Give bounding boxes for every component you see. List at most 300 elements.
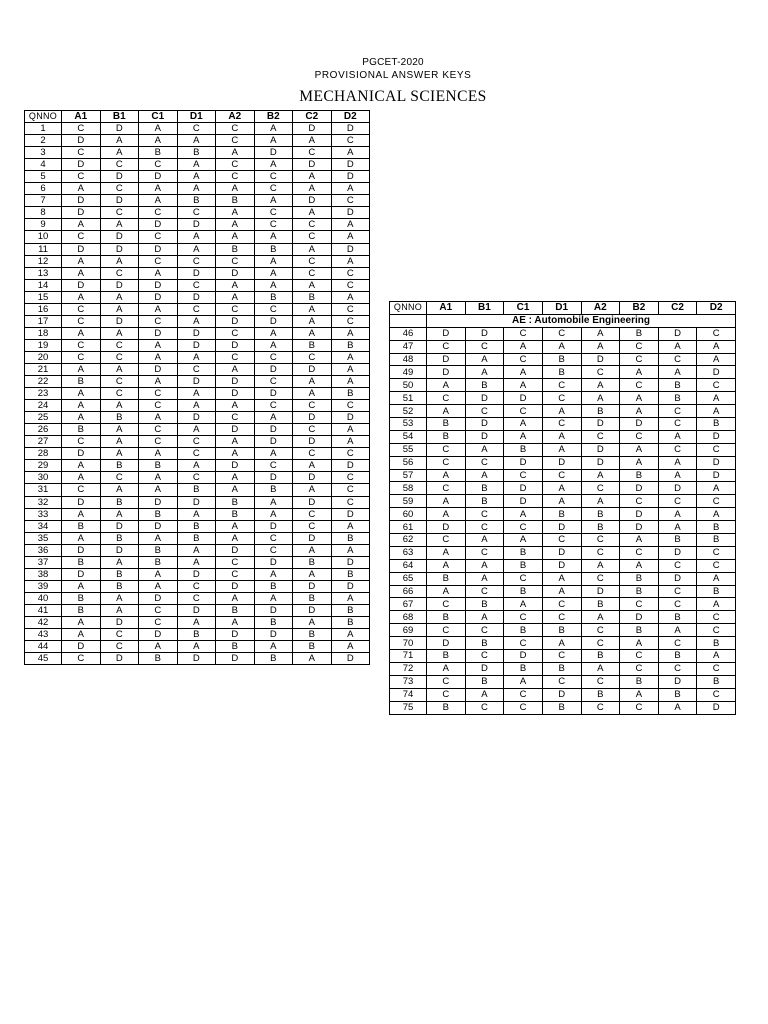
answer-cell: D (100, 279, 139, 291)
answer-cell: D (216, 653, 255, 665)
table-row (25, 219, 370, 231)
answer-cell: C (658, 662, 697, 675)
answer-cell: C (427, 482, 466, 495)
answer-cell: C (620, 598, 659, 611)
answer-cell: A (177, 544, 216, 556)
question-number: 74 (390, 688, 427, 701)
question-number: 68 (390, 611, 427, 624)
answer-cell: A (62, 219, 101, 231)
answer-cell: D (331, 412, 370, 424)
question-number: 26 (25, 424, 62, 436)
answer-cell: A (216, 231, 255, 243)
answer-cell: C (331, 400, 370, 412)
answer-cell: A (465, 443, 504, 456)
answer-cell: D (620, 482, 659, 495)
answer-cell: A (254, 159, 293, 171)
table-row (25, 388, 370, 400)
answer-cell: B (331, 339, 370, 351)
answer-cell: C (139, 255, 178, 267)
answer-cell: A (697, 340, 736, 353)
answer-cell: B (542, 366, 581, 379)
answer-cell: B (254, 616, 293, 628)
question-number: 48 (390, 353, 427, 366)
answer-cell: C (427, 598, 466, 611)
answer-cell: D (177, 412, 216, 424)
answer-cell: A (293, 376, 332, 388)
answer-cell: A (254, 412, 293, 424)
question-number: 31 (25, 484, 62, 496)
answer-cell: B (581, 598, 620, 611)
answer-cell: C (504, 327, 543, 340)
answer-cell: A (139, 351, 178, 363)
question-number: 63 (390, 546, 427, 559)
table-row (25, 472, 370, 484)
answer-cell: C (177, 580, 216, 592)
answer-cell: B (542, 353, 581, 366)
answer-cell: D (542, 456, 581, 469)
answer-cell: C (620, 650, 659, 663)
answer-cell: C (465, 405, 504, 418)
answer-cell: D (293, 123, 332, 135)
answer-cell: A (658, 624, 697, 637)
answer-cell: B (427, 572, 466, 585)
answer-cell: C (139, 604, 178, 616)
column-header: C2 (293, 111, 332, 123)
answer-cell: C (427, 456, 466, 469)
answer-cell: A (177, 243, 216, 255)
answer-cell: B (177, 520, 216, 532)
question-number: 18 (25, 327, 62, 339)
answer-cell: C (293, 520, 332, 532)
answer-cell: B (542, 624, 581, 637)
answer-cell: D (139, 520, 178, 532)
answer-cell: C (542, 469, 581, 482)
table-row (25, 303, 370, 315)
answer-cell: A (697, 392, 736, 405)
answer-cell: A (658, 701, 697, 714)
answer-cell: B (542, 662, 581, 675)
answer-cell: B (293, 556, 332, 568)
answer-cell: C (427, 443, 466, 456)
answer-cell: B (658, 688, 697, 701)
question-number: 42 (25, 616, 62, 628)
answer-cell: C (331, 303, 370, 315)
answer-cell: A (139, 641, 178, 653)
answer-key-table-2 (389, 301, 736, 715)
table-row (25, 448, 370, 460)
column-header: B2 (254, 111, 293, 123)
table-row (25, 171, 370, 183)
answer-cell: A (465, 469, 504, 482)
answer-cell: A (331, 592, 370, 604)
question-number: 36 (25, 544, 62, 556)
question-number: 57 (390, 469, 427, 482)
answer-cell: A (100, 400, 139, 412)
answer-cell: C (542, 534, 581, 547)
answer-cell: D (216, 388, 255, 400)
answer-cell: A (293, 616, 332, 628)
question-number: 34 (25, 520, 62, 532)
answer-cell: C (427, 534, 466, 547)
table-row (390, 585, 736, 598)
answer-cell: D (177, 496, 216, 508)
answer-cell: C (697, 559, 736, 572)
table-header-row (390, 302, 736, 315)
answer-cell: C (581, 430, 620, 443)
answer-cell: C (542, 675, 581, 688)
answer-cell: A (62, 388, 101, 400)
column-header: QNNO (25, 111, 62, 123)
answer-cell: A (254, 279, 293, 291)
table-row (25, 556, 370, 568)
answer-cell: A (542, 443, 581, 456)
answer-cell: D (331, 243, 370, 255)
answer-cell: C (465, 701, 504, 714)
answer-cell: A (658, 366, 697, 379)
answer-cell: B (620, 585, 659, 598)
table-row (25, 520, 370, 532)
answer-cell: A (254, 568, 293, 580)
answer-cell: B (427, 430, 466, 443)
answer-cell: D (62, 641, 101, 653)
answer-cell: B (504, 443, 543, 456)
answer-cell: A (216, 520, 255, 532)
answer-cell: D (620, 418, 659, 431)
question-number: 37 (25, 556, 62, 568)
answer-cell: B (254, 580, 293, 592)
answer-cell: A (62, 267, 101, 279)
answer-cell: C (658, 495, 697, 508)
answer-cell: B (100, 412, 139, 424)
answer-cell: B (620, 327, 659, 340)
answer-cell: C (177, 448, 216, 460)
answer-cell: D (62, 279, 101, 291)
answer-cell: A (465, 572, 504, 585)
answer-cell: C (504, 405, 543, 418)
answer-cell: C (100, 339, 139, 351)
question-number: 33 (25, 508, 62, 520)
answer-cell: A (293, 484, 332, 496)
answer-cell: B (427, 611, 466, 624)
table-row (25, 436, 370, 448)
answer-cell: C (697, 546, 736, 559)
answer-cell: D (293, 436, 332, 448)
answer-cell: A (62, 508, 101, 520)
answer-cell: D (293, 496, 332, 508)
answer-cell: D (331, 508, 370, 520)
answer-cell: C (177, 472, 216, 484)
answer-cell: B (216, 508, 255, 520)
question-number: 3 (25, 147, 62, 159)
answer-cell: B (504, 624, 543, 637)
answer-cell: A (216, 219, 255, 231)
answer-cell: A (139, 484, 178, 496)
answer-cell: A (697, 482, 736, 495)
answer-cell: B (293, 291, 332, 303)
answer-cell: B (658, 534, 697, 547)
answer-cell: D (331, 123, 370, 135)
answer-cell: D (331, 580, 370, 592)
answer-cell: C (293, 219, 332, 231)
answer-cell: C (139, 424, 178, 436)
question-number: 5 (25, 171, 62, 183)
answer-cell: A (177, 388, 216, 400)
answer-cell: A (254, 231, 293, 243)
answer-cell: D (139, 219, 178, 231)
answer-cell: B (465, 598, 504, 611)
answer-cell: A (62, 255, 101, 267)
answer-cell: A (62, 400, 101, 412)
answer-cell: A (658, 469, 697, 482)
answer-cell: C (293, 231, 332, 243)
table-row (25, 231, 370, 243)
answer-cell: B (62, 592, 101, 604)
column-header: QNNO (390, 302, 427, 315)
table-row (25, 604, 370, 616)
answer-cell: A (177, 460, 216, 472)
answer-cell: D (62, 448, 101, 460)
answer-cell: A (293, 303, 332, 315)
answer-cell: D (216, 424, 255, 436)
answer-cell: C (254, 376, 293, 388)
answer-cell: A (542, 430, 581, 443)
answer-cell: B (62, 556, 101, 568)
table-row (390, 572, 736, 585)
answer-cell: B (465, 675, 504, 688)
answer-cell: A (62, 460, 101, 472)
answer-cell: A (100, 363, 139, 375)
question-number: 30 (25, 472, 62, 484)
answer-cell: C (100, 388, 139, 400)
answer-cell: D (177, 376, 216, 388)
answer-cell: D (139, 279, 178, 291)
answer-cell: D (427, 637, 466, 650)
subject-row (390, 314, 736, 327)
table-row (390, 340, 736, 353)
answer-cell: A (254, 195, 293, 207)
answer-cell: A (293, 171, 332, 183)
column-header: A1 (427, 302, 466, 315)
answer-cell: A (331, 424, 370, 436)
table-row (25, 412, 370, 424)
answer-cell: D (100, 544, 139, 556)
answer-cell: C (62, 231, 101, 243)
answer-cell: C (658, 443, 697, 456)
answer-cell: A (100, 327, 139, 339)
answer-cell: A (100, 303, 139, 315)
answer-cell: C (62, 315, 101, 327)
answer-cell: A (581, 469, 620, 482)
answer-cell: C (581, 637, 620, 650)
answer-cell: A (620, 405, 659, 418)
answer-cell: D (139, 629, 178, 641)
answer-cell: A (100, 604, 139, 616)
answer-cell: B (581, 650, 620, 663)
answer-cell: C (139, 207, 178, 219)
answer-cell: B (465, 482, 504, 495)
answer-cell: D (697, 366, 736, 379)
answer-cell: C (542, 650, 581, 663)
answer-cell: B (254, 484, 293, 496)
table-row (25, 363, 370, 375)
answer-cell: C (697, 327, 736, 340)
table-row (25, 327, 370, 339)
answer-cell: C (293, 351, 332, 363)
answer-cell: A (139, 448, 178, 460)
answer-cell: C (139, 400, 178, 412)
answer-cell: C (254, 219, 293, 231)
answer-cell: B (620, 675, 659, 688)
answer-cell: A (293, 279, 332, 291)
answer-cell: A (177, 400, 216, 412)
question-number: 27 (25, 436, 62, 448)
answer-cell: C (581, 482, 620, 495)
document-subtitle: PROVISIONAL ANSWER KEYS (314, 70, 472, 81)
answer-cell: C (465, 521, 504, 534)
table-row (390, 508, 736, 521)
answer-cell: C (504, 469, 543, 482)
answer-cell: A (581, 495, 620, 508)
column-header: D2 (331, 111, 370, 123)
answer-cell: C (139, 231, 178, 243)
table-row (390, 443, 736, 456)
question-number: 61 (390, 521, 427, 534)
answer-cell: A (504, 430, 543, 443)
answer-cell: A (293, 315, 332, 327)
answer-cell: A (62, 580, 101, 592)
answer-cell: A (581, 559, 620, 572)
answer-cell: A (177, 135, 216, 147)
answer-cell: A (542, 495, 581, 508)
answer-cell: A (177, 616, 216, 628)
answer-cell: C (504, 701, 543, 714)
question-number: 39 (25, 580, 62, 592)
column-header: D2 (697, 302, 736, 315)
answer-cell: C (427, 624, 466, 637)
answer-cell: A (697, 572, 736, 585)
answer-cell: D (62, 159, 101, 171)
answer-cell: C (254, 303, 293, 315)
answer-cell: A (62, 532, 101, 544)
answer-cell: B (254, 243, 293, 255)
answer-cell: D (100, 231, 139, 243)
question-number: 64 (390, 559, 427, 572)
answer-cell: C (465, 624, 504, 637)
exam-name: PGCET-2020 (362, 57, 424, 68)
question-number: 15 (25, 291, 62, 303)
column-header: D1 (177, 111, 216, 123)
table-row (25, 544, 370, 556)
answer-cell: A (62, 327, 101, 339)
answer-cell: D (100, 315, 139, 327)
answer-cell: A (139, 532, 178, 544)
answer-cell: C (216, 303, 255, 315)
answer-cell: A (465, 559, 504, 572)
answer-cell: D (293, 580, 332, 592)
question-number: 21 (25, 363, 62, 375)
answer-cell: D (620, 611, 659, 624)
answer-cell: D (139, 243, 178, 255)
question-number: 73 (390, 675, 427, 688)
answer-cell: A (542, 585, 581, 598)
answer-cell: B (504, 662, 543, 675)
answer-cell: D (331, 653, 370, 665)
question-number: 62 (390, 534, 427, 547)
table-row (25, 159, 370, 171)
answer-cell: A (581, 611, 620, 624)
answer-cell: A (139, 568, 178, 580)
answer-cell: C (658, 405, 697, 418)
answer-cell: C (581, 572, 620, 585)
answer-cell: C (658, 418, 697, 431)
answer-cell: C (100, 207, 139, 219)
answer-cell: C (177, 207, 216, 219)
column-header: A1 (62, 111, 101, 123)
question-number: 12 (25, 255, 62, 267)
answer-cell: A (542, 482, 581, 495)
table-row (390, 637, 736, 650)
table-header-row (25, 111, 370, 123)
answer-cell: A (216, 592, 255, 604)
question-number: 59 (390, 495, 427, 508)
table-row (390, 392, 736, 405)
answer-cell: B (331, 616, 370, 628)
answer-cell: A (254, 508, 293, 520)
answer-cell: A (620, 637, 659, 650)
table-row (390, 366, 736, 379)
answer-cell: D (293, 159, 332, 171)
answer-cell: C (293, 267, 332, 279)
answer-cell: C (62, 351, 101, 363)
answer-cell: B (697, 418, 736, 431)
answer-cell: D (254, 629, 293, 641)
answer-cell: D (62, 544, 101, 556)
answer-cell: A (100, 135, 139, 147)
answer-cell: C (293, 147, 332, 159)
answer-cell: B (100, 460, 139, 472)
question-number: 56 (390, 456, 427, 469)
answer-cell: A (504, 340, 543, 353)
answer-cell: D (581, 353, 620, 366)
answer-cell: C (62, 484, 101, 496)
answer-cell: D (697, 430, 736, 443)
answer-cell: A (581, 392, 620, 405)
answer-cell: C (62, 653, 101, 665)
question-number: 28 (25, 448, 62, 460)
answer-cell: A (293, 388, 332, 400)
table-row (390, 675, 736, 688)
table-row (390, 495, 736, 508)
answer-cell: A (427, 585, 466, 598)
question-number: 58 (390, 482, 427, 495)
answer-cell: C (504, 688, 543, 701)
answer-key-table-1 (24, 110, 370, 665)
answer-cell: A (697, 405, 736, 418)
answer-cell: C (100, 472, 139, 484)
answer-cell: A (254, 255, 293, 267)
answer-cell: A (62, 472, 101, 484)
answer-cell: D (100, 653, 139, 665)
question-number: 10 (25, 231, 62, 243)
answer-cell: B (542, 701, 581, 714)
answer-cell: A (216, 279, 255, 291)
table-row (25, 653, 370, 665)
answer-cell: B (331, 568, 370, 580)
answer-cell: A (216, 532, 255, 544)
answer-cell: D (504, 650, 543, 663)
table-row (390, 534, 736, 547)
answer-cell: A (254, 641, 293, 653)
